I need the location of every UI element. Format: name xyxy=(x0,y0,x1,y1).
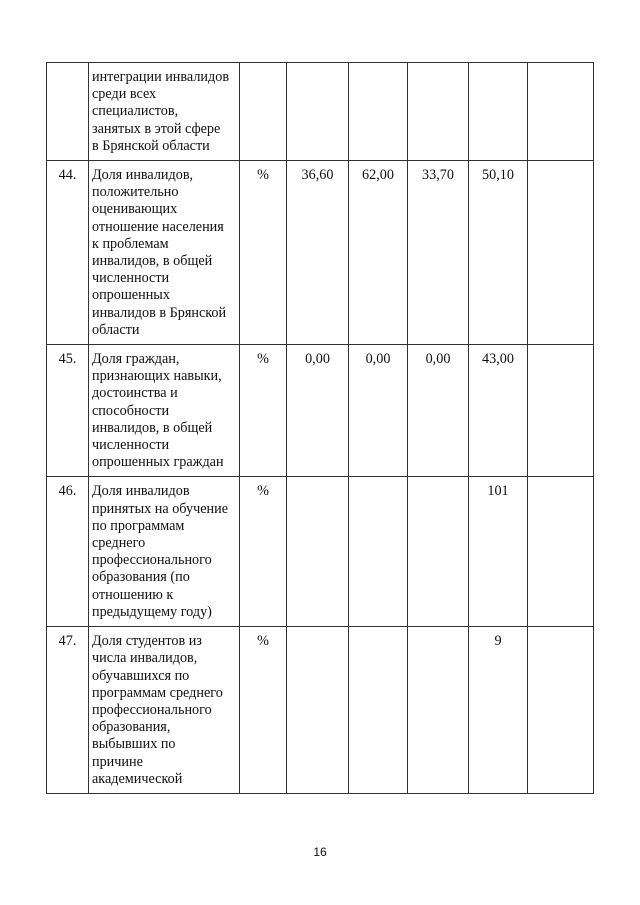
description-line: к проблемам xyxy=(92,235,169,252)
row-number-cell: 46. xyxy=(47,477,89,627)
description-line: опрошенных xyxy=(92,287,170,304)
description-line: в Брянской области xyxy=(92,137,210,154)
value-cell-5 xyxy=(528,161,594,345)
value-cell-1: 36,60 xyxy=(287,161,349,345)
description-line: среднего xyxy=(92,535,146,552)
table-row xyxy=(47,477,594,627)
value-cell-4 xyxy=(469,63,528,161)
value-cell-2 xyxy=(349,627,408,794)
description-line: причине xyxy=(92,753,143,770)
unit-cell: % xyxy=(240,161,287,345)
description-line: образования, xyxy=(92,719,171,736)
value-cell-2: 62,00 xyxy=(349,161,408,345)
value-cell-2 xyxy=(349,63,408,161)
value-cell-3: 0,00 xyxy=(408,345,469,477)
description-line: принятых на обучение xyxy=(92,500,228,517)
description-line: отношению к xyxy=(92,586,174,603)
value-cell-1 xyxy=(287,477,349,627)
description-line: Доля студентов из xyxy=(92,633,202,650)
description-line: области xyxy=(92,321,140,338)
table-row xyxy=(47,627,594,794)
description-line: программам среднего xyxy=(92,684,223,701)
value-cell-4: 43,00 xyxy=(469,345,528,477)
description-line: инвалидов, в общей xyxy=(92,419,213,436)
unit-cell: % xyxy=(240,477,287,627)
description-line: академической xyxy=(92,770,183,787)
description-line: численности xyxy=(92,270,170,287)
description-line: интеграции инвалидов xyxy=(92,69,230,85)
description-line: Доля граждан, xyxy=(92,351,180,368)
table-row xyxy=(47,63,594,161)
value-cell-1: 0,00 xyxy=(287,345,349,477)
value-cell-5 xyxy=(528,63,594,161)
value-cell-2: 0,00 xyxy=(349,345,408,477)
description-line: образования (по xyxy=(92,569,190,586)
description-line: предыдущему году) xyxy=(92,603,212,620)
value-cell-2 xyxy=(349,477,408,627)
value-cell-4: 9 xyxy=(469,627,528,794)
description-line: числа инвалидов, xyxy=(92,650,198,667)
value-cell-4: 101 xyxy=(469,477,528,627)
description-line: опрошенных граждан xyxy=(92,454,224,471)
indicator-description-cell xyxy=(89,345,240,477)
value-cell-1 xyxy=(287,63,349,161)
description-line: инвалидов, в общей xyxy=(92,253,213,270)
row-number-cell: 45. xyxy=(47,345,89,477)
description-line: способности xyxy=(92,402,170,419)
indicator-description-cell xyxy=(89,63,240,161)
description-line: выбывших по xyxy=(92,736,176,753)
description-line: отношение населения xyxy=(92,218,224,235)
value-cell-5 xyxy=(528,477,594,627)
page-number: 16 xyxy=(313,845,327,859)
value-cell-5 xyxy=(528,345,594,477)
table-row xyxy=(47,345,594,477)
table-body xyxy=(47,63,594,794)
indicators-table xyxy=(46,62,594,794)
description-line: специалистов, xyxy=(92,103,179,120)
unit-cell: % xyxy=(240,627,287,794)
row-number-cell xyxy=(47,63,89,161)
description-line: положительно xyxy=(92,184,179,201)
description-line: профессионального xyxy=(92,701,212,718)
description-line: среди всех xyxy=(92,86,157,103)
description-line: профессионального xyxy=(92,552,212,569)
indicator-description-cell xyxy=(89,627,240,794)
description-line: Доля инвалидов xyxy=(92,483,190,500)
indicator-description-cell xyxy=(89,477,240,627)
description-line: достоинства и xyxy=(92,385,178,402)
indicator-description-cell xyxy=(89,161,240,345)
value-cell-5 xyxy=(528,627,594,794)
description-line: занятых в этой сфере xyxy=(92,120,221,137)
row-number-cell: 47. xyxy=(47,627,89,794)
value-cell-3 xyxy=(408,627,469,794)
description-line: по программам xyxy=(92,517,185,534)
value-cell-3 xyxy=(408,477,469,627)
row-number-cell: 44. xyxy=(47,161,89,345)
value-cell-3 xyxy=(408,63,469,161)
description-line: инвалидов в Брянской xyxy=(92,304,227,321)
description-line: признающих навыки, xyxy=(92,368,222,385)
description-line: численности xyxy=(92,437,170,454)
unit-cell: % xyxy=(240,345,287,477)
value-cell-4: 50,10 xyxy=(469,161,528,345)
value-cell-3: 33,70 xyxy=(408,161,469,345)
table-row xyxy=(47,161,594,345)
description-line: Доля инвалидов, xyxy=(92,167,194,184)
description-line: оценивающих xyxy=(92,201,178,218)
value-cell-1 xyxy=(287,627,349,794)
description-line: обучавшихся по xyxy=(92,667,190,684)
unit-cell xyxy=(240,63,287,161)
